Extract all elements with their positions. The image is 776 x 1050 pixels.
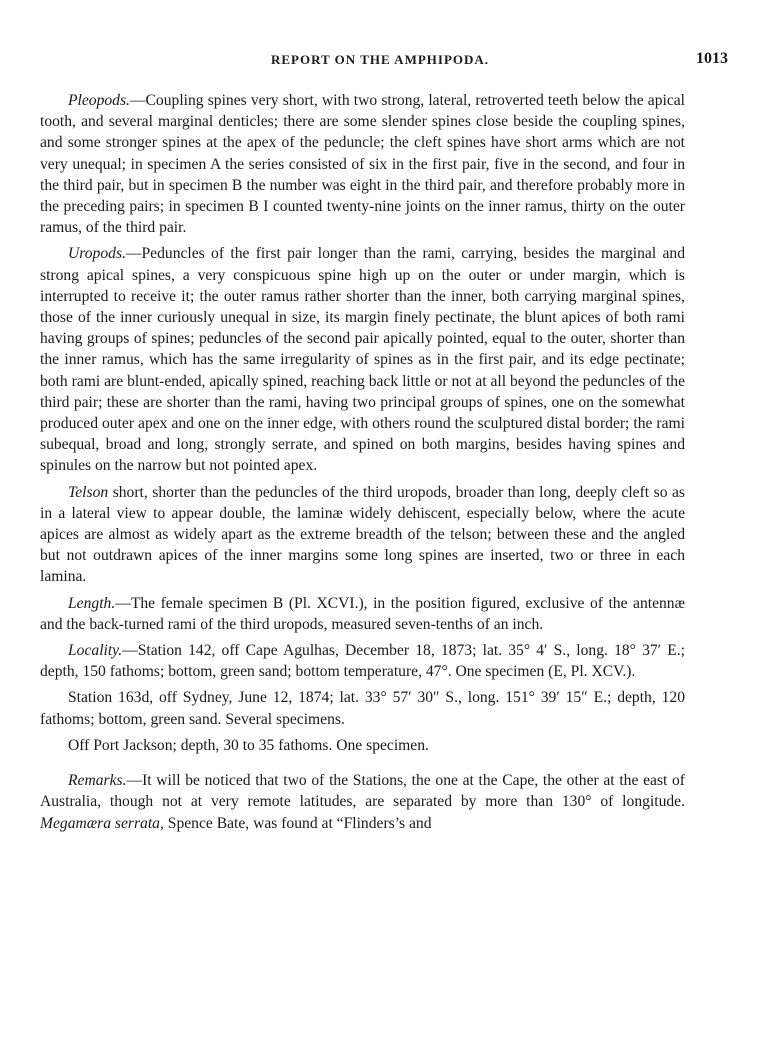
locality-text: —Station 142, off Cape Agulhas, December 18, 1873; lat. 35° 4′ S., long. 18° 37′ E.; depth, 150 fathoms; bottom, green sand; bottom temperature, 47°. One specimen (E, Pl. XCV.). (40, 642, 685, 681)
telson-text: short, shorter than the peduncles of the third uropods, broader than long, deeply cleft so as in a lateral view to appear double, the laminæ widely dehiscent, especially below, where the acute apices are almost as widely apart as the extreme breadth of the telson; between these and the angled but not outdrawn apices of the inner margins some long spines are inserted, two or three in each lamina. (40, 483, 685, 586)
paragraph-length (40, 593, 685, 635)
remarks-text-2: Spence Bate, was found at “Flinders’s and (163, 814, 432, 832)
remarks-text-1: —It will be noticed that two of the Stations, the one at the Cape, the other at the east of Australia, though not at very remote latitudes, are separated by more than 130° of longitude. (40, 772, 685, 811)
length-text: —The female specimen B (Pl. XCVI.), in the position figured, exclusive of the antennæ and the back-turned rami of the third uropods, measured seven-tenths of an inch. (40, 594, 685, 633)
paragraph-remarks (40, 770, 685, 834)
paragraph-telson (40, 482, 685, 588)
paragraph-station-163d (40, 687, 685, 729)
port-jackson-text: Off Port Jackson; depth, 30 to 35 fathoms. One specimen. (68, 736, 429, 754)
paragraph-uropods (40, 243, 685, 476)
paragraph-port-jackson (40, 735, 685, 756)
remarks-heading: Remarks. (68, 772, 127, 790)
body-text (40, 90, 685, 839)
pleopods-heading: Pleopods. (68, 92, 130, 109)
paragraph-locality (40, 640, 685, 682)
running-title: REPORT ON THE AMPHIPODA. (270, 52, 490, 67)
length-heading: Length. (68, 594, 116, 612)
station-163d-text: Station 163d, off Sydney, June 12, 1874; lat. 33° 57′ 30″ S., long. 151° 39′ 15″ E.; depth, 120 fathoms; bottom, green sand. Several specimens. (40, 689, 685, 728)
locality-heading: Locality. (68, 642, 123, 660)
pleopods-text: —Coupling spines very short, with two strong, lateral, retroverted teeth below the apical tooth, and several marginal denticles; there are some slender spines close beside the coupling spines, and some stronger spines at the apex of the peduncle; the cleft spines have short arms which are not very unequal; in specimen A the series consisted of six in the first pair, five in the second, and four in the third pair, but in specimen B the number was eight in the third pair, and therefore probably more in the preceding pairs; in specimen B I counted twenty-nine joints on the inner ramus, thirty on the outer ramus, of the third pair. (40, 92, 685, 237)
uropods-text: —Peduncles of the first pair longer than the rami, carrying, besides the marginal and strong apical spines, a very conspicuous spine high up on the outer or under margin, which is interrupted to receive it; the outer ramus rather shorter than the inner, both carrying marginal spines, those of the inner curiously unequal in size, its margin finely pectinate, the blunt apices of both rami having groups of spines; peduncles of the second pair apically pointed, equal to the outer, shorter than the inner ramus, which has the same irregularity of spines as in the first pair, and its edge pectinate; both rami are blunt-ended, apically spined, reaching back little or not at all beyond the peduncles of the third pair; these are shorter than the rami, having two principal groups of spines, one on the somewhat produced outer apex and one on the inner edge, with others round the sculptured distal border; the rami subequal, broad and long, strongly serrate, and spined on both margins, besides having spines and spinules on the narrow but not pointed apex. (40, 245, 685, 475)
telson-heading: Telson (68, 483, 109, 501)
uropods-heading: Uropods. (68, 245, 126, 263)
page-header (40, 50, 728, 74)
remarks-species-name: Megamæra serrata, (40, 814, 164, 832)
page-number: 1013 (696, 50, 728, 67)
paragraph-pleopods (40, 90, 685, 238)
